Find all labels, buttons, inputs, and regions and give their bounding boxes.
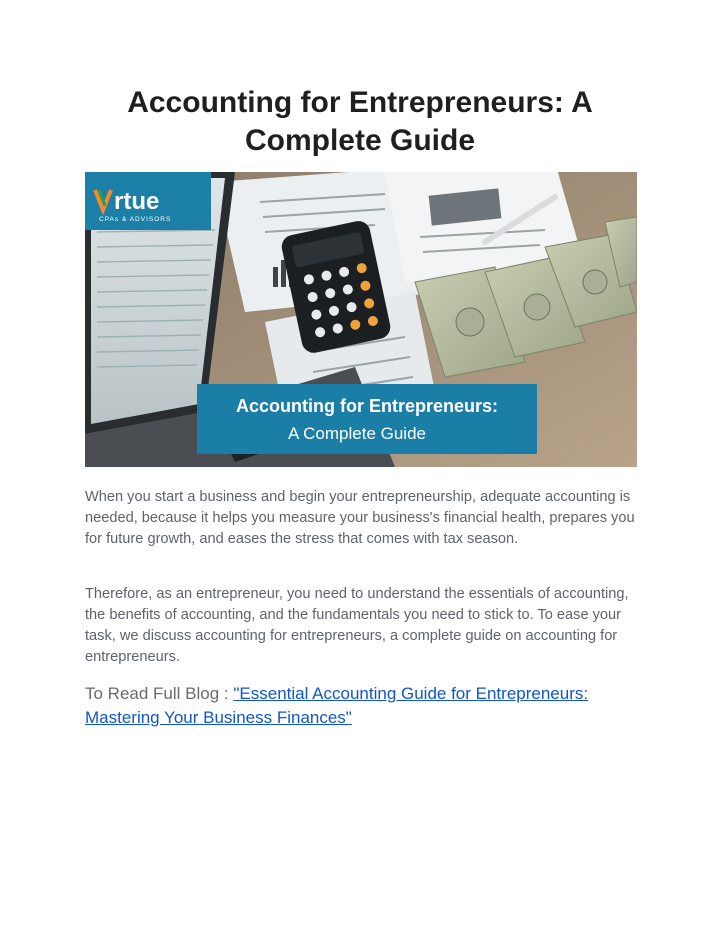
second-paragraph: Therefore, as an entrepreneur, you need to understand the essentials of accounting, the benefits of accounting, and the fundamentals you need to stick to. To ease your task, we discuss accounting for entrepreneurs, a complete guide on accounting for entrepreneurs. [85, 586, 629, 665]
page-title [84, 84, 636, 160]
banner-line-1: Accounting for Entrepreneurs: [235, 396, 499, 416]
blog-link[interactable]: "Essential Accounting Guide for Entrepreneurs: Mastering Your Business Finances" [85, 684, 589, 727]
logo-wordmark: rtue [114, 188, 160, 215]
virtue-logo [85, 172, 211, 230]
banner-line-2: A Complete Guide [288, 424, 426, 443]
title-line-1: Accounting for Entrepreneurs: A [127, 86, 593, 119]
read-more-prefix: To Read Full Blog : [85, 684, 234, 703]
read-more-line [85, 682, 637, 730]
title-line-2: Complete Guide [244, 124, 476, 157]
logo-tagline: CPAs & ADVISORS [99, 216, 172, 223]
intro-paragraph: When you start a business and begin your entrepreneurship, adequate accounting is needed, because it helps you measure your business's financial health, prepares you for future growth, and eases the stress that comes with tax season. [85, 489, 635, 547]
title-banner [197, 384, 537, 454]
hero-image [85, 172, 637, 467]
